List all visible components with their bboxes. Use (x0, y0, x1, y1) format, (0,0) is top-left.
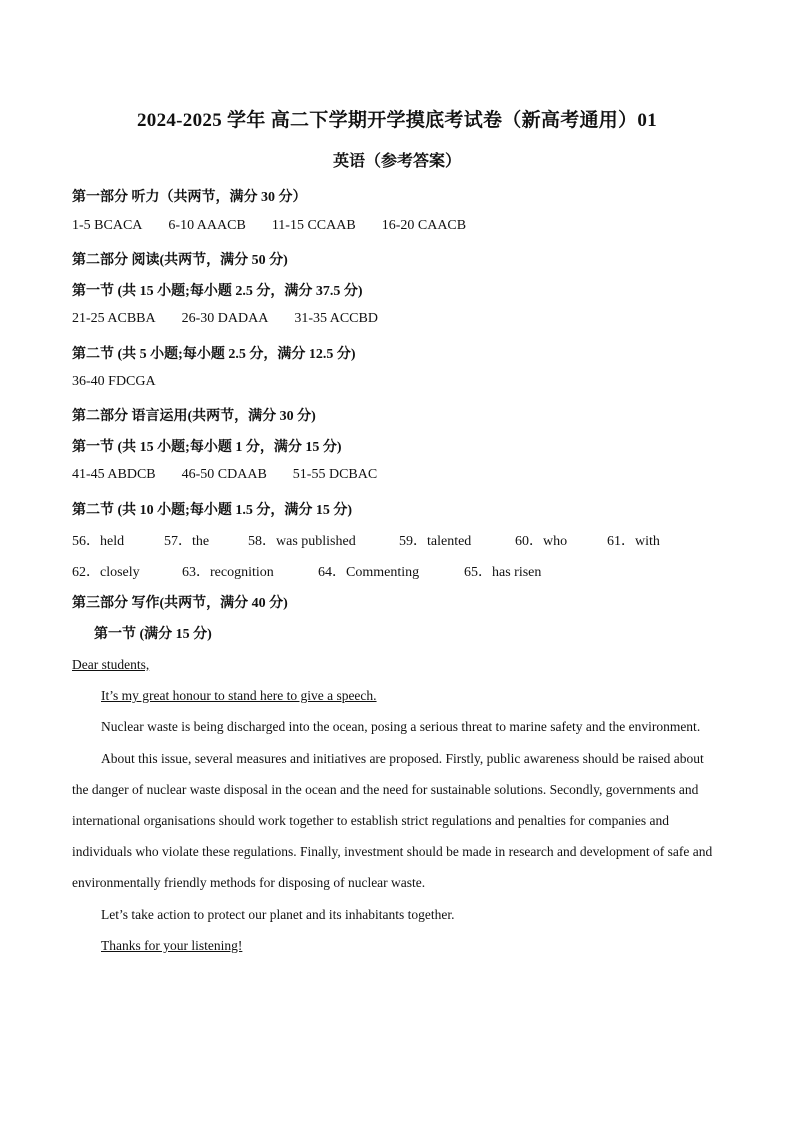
answer-group: 11-15 CCAAB (271, 218, 356, 233)
answer-group: 36-40 FDCGA (72, 374, 156, 389)
answer-group: 31-35 ACCBD (294, 311, 378, 326)
part3-section1-answers (72, 467, 403, 483)
answer-group: 6-10 AAACB (168, 218, 246, 233)
essay-paragraph: Let’s take action to protect our planet and its inhabitants together. (101, 906, 455, 922)
part2-heading: 第二部分 阅读(共两节，满分 50 分) (72, 253, 288, 268)
page-title: 2024-2025 学年 高二下学期开学摸底考试卷（新高考通用）01 (136, 110, 658, 131)
essay (72, 649, 722, 961)
part3-section1-heading: 第一节 (共 15 小题;每小题 1 分，满分 15 分) (72, 440, 342, 455)
part2-section2-heading: 第二节 (共 5 小题;每小题 2.5 分，满分 12.5 分) (72, 347, 356, 362)
part1-answers (72, 218, 492, 234)
fill-answer: 65．has risen (464, 565, 542, 580)
answer-group: 46-50 CDAAB (181, 467, 267, 482)
fill-answers-row1 (72, 530, 660, 550)
part2-section2-answers (72, 374, 182, 390)
page-subtitle: 英语（参考答案） (332, 153, 461, 170)
essay-opening: It’s my great honour to stand here to give a speech. (101, 688, 377, 704)
answer-group: 16-20 CAACB (381, 218, 467, 233)
part2-section1-answers (72, 311, 404, 327)
fill-answer: 64．Commenting (318, 565, 420, 580)
essay-paragraph: About this issue, several measures and initiatives are proposed. Firstly, public awareness should be raised about the danger of nuclear waste disposal in the ocean and the need for sustainable solutions. Secondly, governments and international organisations should work together to establish strict regulations and penalties for companies and individuals who violate these regulations. Finally, investment should be made in research and development of safe and environmentally friendly methods for disposing of nuclear waste. (72, 750, 713, 891)
answer-group: 26-30 DADAA (181, 311, 269, 326)
part2-section1-heading: 第一节 (共 15 小题;每小题 2.5 分，满分 37.5 分) (72, 284, 363, 299)
part3-heading: 第二部分 语言运用(共两节，满分 30 分) (72, 409, 316, 424)
part3-section2-heading: 第二节 (共 10 小题;每小题 1.5 分，满分 15 分) (72, 503, 352, 518)
fill-answer: 60．who (515, 534, 568, 549)
fill-answer: 61．with (607, 534, 660, 549)
part4-section1-heading: 第一节 (满分 15 分) (94, 627, 212, 642)
part4-heading: 第三部分 写作(共两节，满分 40 分) (72, 596, 288, 611)
essay-closing: Thanks for your listening! (101, 937, 243, 953)
fill-answer: 62．closely (72, 565, 140, 580)
essay-salutation: Dear students, (72, 657, 150, 672)
fill-answer: 57．the (164, 534, 210, 549)
essay-paragraph: Nuclear waste is being discharged into the ocean, posing a serious threat to marine safety and the environment. (101, 719, 701, 735)
fill-answers-row2 (72, 561, 541, 581)
answer-group: 51-55 DCBAC (292, 467, 378, 482)
answer-group: 41-45 ABDCB (72, 467, 156, 482)
part1-heading: 第一部分 听力（共两节，满分 30 分） (72, 190, 307, 205)
fill-answer: 56．held (72, 534, 125, 549)
answer-group: 1-5 BCACA (72, 218, 143, 233)
answer-group: 21-25 ACBBA (72, 311, 156, 326)
fill-answer: 63．recognition (182, 565, 274, 580)
fill-answer: 58．was published (248, 534, 356, 549)
fill-answer: 59．talented (399, 534, 472, 549)
